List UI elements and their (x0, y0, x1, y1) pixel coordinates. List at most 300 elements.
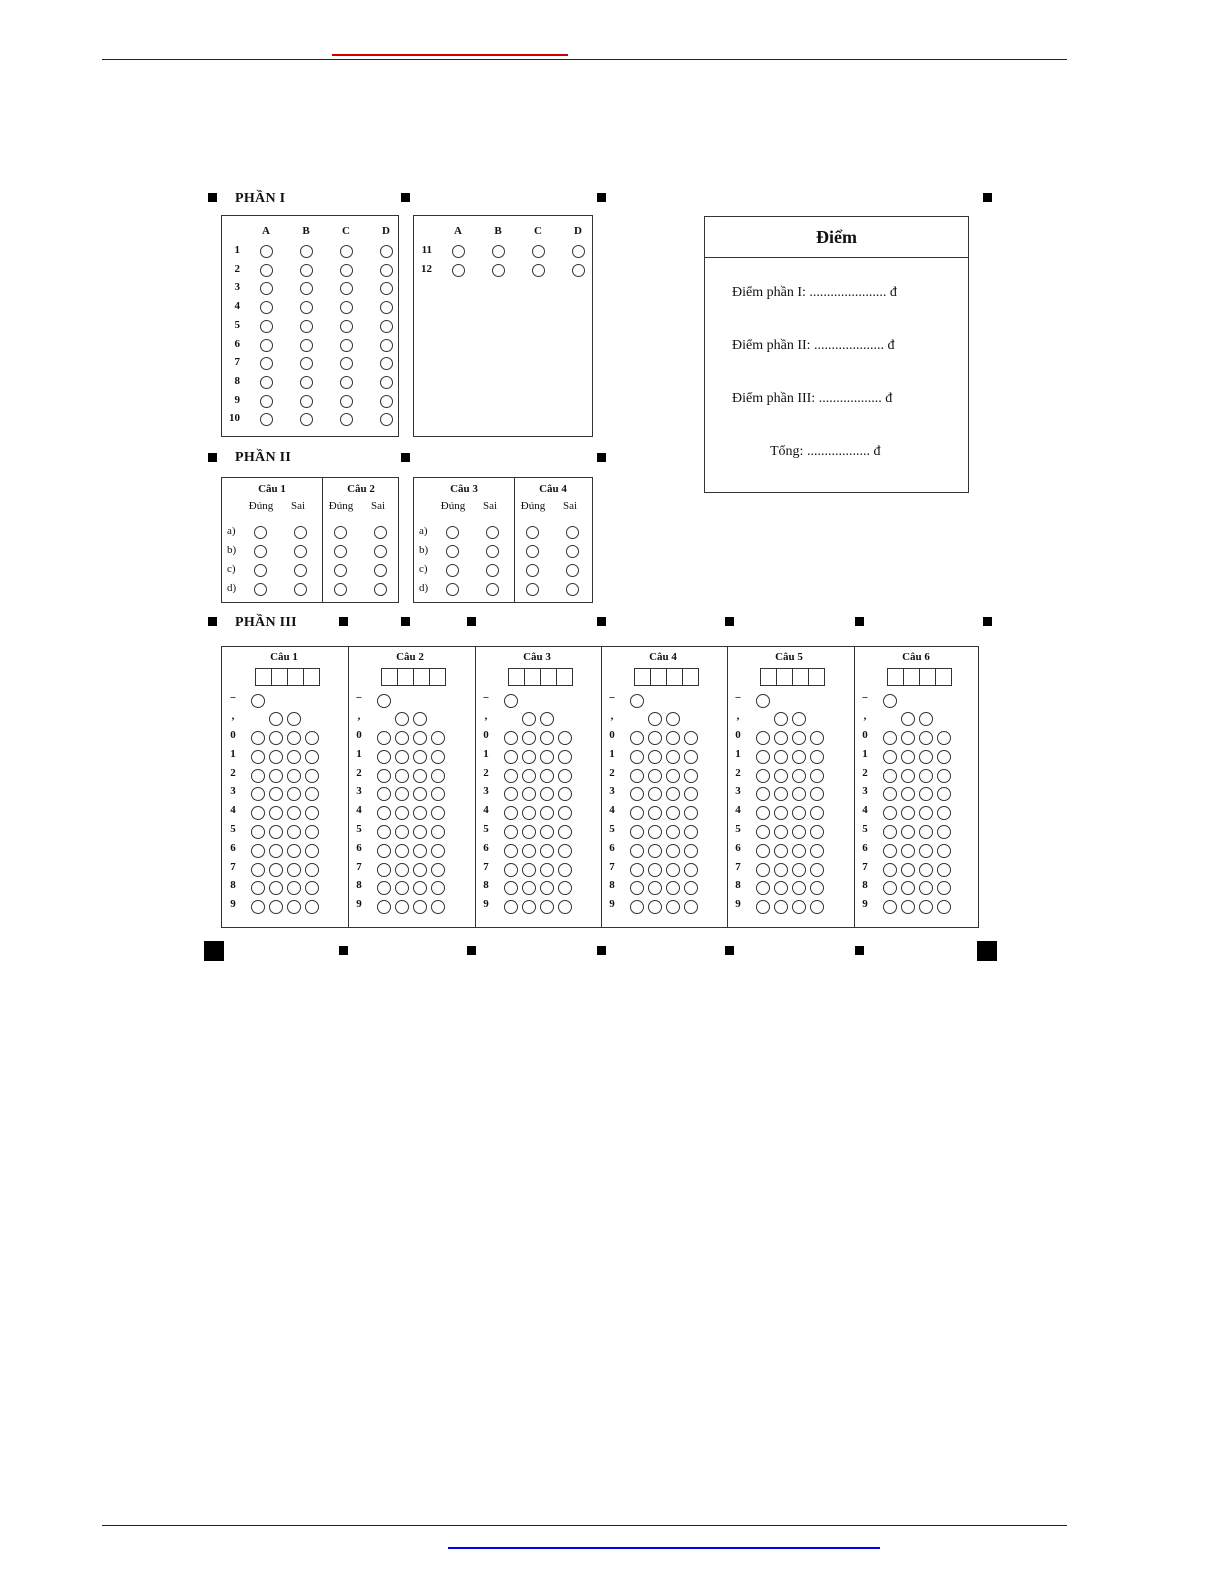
digit-bubble[interactable] (522, 881, 536, 895)
digit-entry-box[interactable] (682, 668, 699, 686)
false-bubble[interactable] (294, 545, 307, 558)
digit-bubble[interactable] (269, 825, 283, 839)
digit-bubble[interactable] (377, 881, 391, 895)
digit-bubble[interactable] (792, 750, 806, 764)
digit-bubble[interactable] (269, 769, 283, 783)
digit-bubble[interactable] (522, 900, 536, 914)
digit-bubble[interactable] (774, 881, 788, 895)
answer-bubble-a[interactable] (260, 376, 273, 389)
false-bubble[interactable] (566, 526, 579, 539)
true-bubble[interactable] (446, 545, 459, 558)
digit-bubble[interactable] (810, 769, 824, 783)
digit-bubble[interactable] (558, 750, 572, 764)
digit-bubble[interactable] (919, 863, 933, 877)
digit-bubble[interactable] (883, 844, 897, 858)
digit-bubble[interactable] (756, 806, 770, 820)
digit-bubble[interactable] (810, 787, 824, 801)
digit-bubble[interactable] (684, 769, 698, 783)
digit-bubble[interactable] (395, 844, 409, 858)
digit-bubble[interactable] (810, 825, 824, 839)
digit-bubble[interactable] (377, 844, 391, 858)
digit-bubble[interactable] (522, 731, 536, 745)
digit-bubble[interactable] (558, 806, 572, 820)
answer-bubble-c[interactable] (532, 245, 545, 258)
true-bubble[interactable] (446, 564, 459, 577)
digit-bubble[interactable] (540, 900, 554, 914)
answer-bubble-c[interactable] (340, 282, 353, 295)
minus-bubble[interactable] (883, 694, 897, 708)
digit-entry-box[interactable] (634, 668, 651, 686)
answer-bubble-a[interactable] (260, 320, 273, 333)
digit-bubble[interactable] (504, 769, 518, 783)
answer-bubble-b[interactable] (492, 245, 505, 258)
digit-bubble[interactable] (666, 787, 680, 801)
digit-bubble[interactable] (377, 900, 391, 914)
digit-bubble[interactable] (522, 750, 536, 764)
digit-bubble[interactable] (395, 769, 409, 783)
digit-bubble[interactable] (901, 844, 915, 858)
digit-bubble[interactable] (630, 844, 644, 858)
digit-bubble[interactable] (630, 825, 644, 839)
digit-bubble[interactable] (305, 769, 319, 783)
digit-bubble[interactable] (395, 750, 409, 764)
digit-bubble[interactable] (666, 806, 680, 820)
digit-bubble[interactable] (937, 881, 951, 895)
digit-bubble[interactable] (901, 825, 915, 839)
digit-bubble[interactable] (522, 825, 536, 839)
digit-bubble[interactable] (810, 731, 824, 745)
digit-bubble[interactable] (269, 731, 283, 745)
digit-bubble[interactable] (504, 731, 518, 745)
digit-bubble[interactable] (648, 806, 662, 820)
digit-bubble[interactable] (648, 863, 662, 877)
digit-bubble[interactable] (792, 806, 806, 820)
digit-bubble[interactable] (774, 731, 788, 745)
digit-bubble[interactable] (883, 750, 897, 764)
answer-bubble-c[interactable] (532, 264, 545, 277)
digit-bubble[interactable] (413, 900, 427, 914)
digit-bubble[interactable] (431, 863, 445, 877)
answer-bubble-a[interactable] (260, 395, 273, 408)
digit-bubble[interactable] (305, 750, 319, 764)
digit-bubble[interactable] (919, 900, 933, 914)
digit-bubble[interactable] (413, 806, 427, 820)
digit-bubble[interactable] (540, 769, 554, 783)
digit-bubble[interactable] (684, 881, 698, 895)
answer-bubble-a[interactable] (260, 357, 273, 370)
digit-bubble[interactable] (648, 844, 662, 858)
digit-entry-box[interactable] (287, 668, 304, 686)
comma-bubble[interactable] (413, 712, 427, 726)
digit-entry-box[interactable] (429, 668, 446, 686)
digit-bubble[interactable] (756, 825, 770, 839)
minus-bubble[interactable] (756, 694, 770, 708)
digit-bubble[interactable] (792, 787, 806, 801)
digit-bubble[interactable] (431, 769, 445, 783)
digit-bubble[interactable] (919, 825, 933, 839)
true-bubble[interactable] (334, 526, 347, 539)
digit-bubble[interactable] (648, 769, 662, 783)
digit-bubble[interactable] (395, 806, 409, 820)
digit-bubble[interactable] (684, 806, 698, 820)
comma-bubble[interactable] (540, 712, 554, 726)
digit-bubble[interactable] (540, 750, 554, 764)
digit-bubble[interactable] (522, 844, 536, 858)
digit-bubble[interactable] (756, 769, 770, 783)
digit-bubble[interactable] (431, 881, 445, 895)
digit-bubble[interactable] (522, 863, 536, 877)
answer-bubble-b[interactable] (300, 245, 313, 258)
digit-entry-box[interactable] (887, 668, 904, 686)
digit-bubble[interactable] (756, 844, 770, 858)
digit-bubble[interactable] (540, 806, 554, 820)
digit-bubble[interactable] (504, 881, 518, 895)
answer-bubble-d[interactable] (380, 301, 393, 314)
digit-bubble[interactable] (558, 769, 572, 783)
digit-bubble[interactable] (648, 787, 662, 801)
true-bubble[interactable] (446, 583, 459, 596)
false-bubble[interactable] (566, 583, 579, 596)
digit-bubble[interactable] (287, 769, 301, 783)
digit-bubble[interactable] (648, 825, 662, 839)
answer-bubble-a[interactable] (260, 413, 273, 426)
digit-bubble[interactable] (883, 731, 897, 745)
false-bubble[interactable] (486, 583, 499, 596)
digit-bubble[interactable] (395, 881, 409, 895)
digit-bubble[interactable] (251, 844, 265, 858)
digit-bubble[interactable] (919, 731, 933, 745)
digit-bubble[interactable] (883, 900, 897, 914)
digit-entry-box[interactable] (381, 668, 398, 686)
digit-bubble[interactable] (504, 806, 518, 820)
digit-bubble[interactable] (269, 806, 283, 820)
digit-bubble[interactable] (901, 769, 915, 783)
digit-entry-box[interactable] (666, 668, 683, 686)
digit-bubble[interactable] (937, 900, 951, 914)
digit-bubble[interactable] (413, 825, 427, 839)
true-bubble[interactable] (334, 545, 347, 558)
answer-bubble-c[interactable] (340, 301, 353, 314)
true-bubble[interactable] (254, 564, 267, 577)
digit-bubble[interactable] (413, 787, 427, 801)
answer-bubble-b[interactable] (300, 376, 313, 389)
digit-bubble[interactable] (774, 900, 788, 914)
false-bubble[interactable] (374, 545, 387, 558)
digit-bubble[interactable] (269, 750, 283, 764)
digit-entry-box[interactable] (935, 668, 952, 686)
digit-bubble[interactable] (810, 900, 824, 914)
digit-bubble[interactable] (792, 769, 806, 783)
digit-bubble[interactable] (558, 863, 572, 877)
digit-bubble[interactable] (901, 750, 915, 764)
digit-bubble[interactable] (305, 900, 319, 914)
false-bubble[interactable] (294, 583, 307, 596)
digit-bubble[interactable] (883, 806, 897, 820)
minus-bubble[interactable] (630, 694, 644, 708)
answer-bubble-d[interactable] (380, 395, 393, 408)
digit-bubble[interactable] (431, 750, 445, 764)
digit-bubble[interactable] (395, 787, 409, 801)
digit-bubble[interactable] (901, 731, 915, 745)
digit-bubble[interactable] (666, 731, 680, 745)
digit-bubble[interactable] (684, 863, 698, 877)
answer-entry-boxes[interactable] (256, 668, 320, 686)
digit-bubble[interactable] (540, 731, 554, 745)
digit-bubble[interactable] (792, 731, 806, 745)
false-bubble[interactable] (566, 564, 579, 577)
answer-bubble-b[interactable] (300, 357, 313, 370)
answer-bubble-a[interactable] (260, 301, 273, 314)
digit-bubble[interactable] (522, 769, 536, 783)
digit-bubble[interactable] (431, 731, 445, 745)
answer-entry-boxes[interactable] (509, 668, 573, 686)
comma-bubble[interactable] (522, 712, 536, 726)
digit-bubble[interactable] (684, 900, 698, 914)
digit-bubble[interactable] (684, 844, 698, 858)
digit-bubble[interactable] (810, 750, 824, 764)
digit-entry-box[interactable] (413, 668, 430, 686)
digit-bubble[interactable] (558, 881, 572, 895)
digit-bubble[interactable] (919, 806, 933, 820)
digit-bubble[interactable] (648, 731, 662, 745)
answer-entry-boxes[interactable] (635, 668, 699, 686)
answer-bubble-b[interactable] (492, 264, 505, 277)
digit-bubble[interactable] (269, 881, 283, 895)
digit-bubble[interactable] (540, 881, 554, 895)
digit-bubble[interactable] (413, 750, 427, 764)
answer-bubble-a[interactable] (452, 245, 465, 258)
digit-bubble[interactable] (377, 825, 391, 839)
digit-bubble[interactable] (774, 806, 788, 820)
digit-bubble[interactable] (901, 787, 915, 801)
digit-bubble[interactable] (810, 844, 824, 858)
digit-bubble[interactable] (287, 863, 301, 877)
digit-entry-box[interactable] (524, 668, 541, 686)
digit-bubble[interactable] (937, 844, 951, 858)
digit-bubble[interactable] (305, 863, 319, 877)
digit-bubble[interactable] (774, 787, 788, 801)
digit-bubble[interactable] (540, 787, 554, 801)
answer-bubble-d[interactable] (380, 413, 393, 426)
comma-bubble[interactable] (901, 712, 915, 726)
answer-bubble-d[interactable] (380, 245, 393, 258)
digit-bubble[interactable] (413, 731, 427, 745)
digit-bubble[interactable] (305, 881, 319, 895)
answer-bubble-a[interactable] (260, 339, 273, 352)
digit-bubble[interactable] (558, 731, 572, 745)
answer-bubble-d[interactable] (380, 339, 393, 352)
digit-bubble[interactable] (540, 825, 554, 839)
digit-entry-box[interactable] (903, 668, 920, 686)
digit-bubble[interactable] (774, 844, 788, 858)
answer-bubble-c[interactable] (340, 320, 353, 333)
digit-bubble[interactable] (305, 806, 319, 820)
digit-bubble[interactable] (504, 863, 518, 877)
digit-bubble[interactable] (287, 806, 301, 820)
digit-bubble[interactable] (810, 863, 824, 877)
digit-bubble[interactable] (305, 731, 319, 745)
digit-bubble[interactable] (883, 881, 897, 895)
answer-bubble-c[interactable] (340, 339, 353, 352)
answer-bubble-d[interactable] (380, 282, 393, 295)
digit-entry-box[interactable] (556, 668, 573, 686)
answer-bubble-c[interactable] (340, 264, 353, 277)
answer-bubble-c[interactable] (340, 357, 353, 370)
digit-bubble[interactable] (377, 731, 391, 745)
digit-bubble[interactable] (756, 863, 770, 877)
answer-bubble-d[interactable] (572, 264, 585, 277)
digit-bubble[interactable] (684, 731, 698, 745)
answer-entry-boxes[interactable] (761, 668, 825, 686)
digit-bubble[interactable] (666, 750, 680, 764)
digit-bubble[interactable] (684, 825, 698, 839)
digit-bubble[interactable] (251, 863, 265, 877)
digit-entry-box[interactable] (760, 668, 777, 686)
digit-bubble[interactable] (937, 863, 951, 877)
digit-bubble[interactable] (395, 863, 409, 877)
digit-bubble[interactable] (756, 731, 770, 745)
digit-bubble[interactable] (377, 863, 391, 877)
answer-bubble-b[interactable] (300, 320, 313, 333)
answer-bubble-d[interactable] (380, 376, 393, 389)
digit-bubble[interactable] (305, 844, 319, 858)
digit-bubble[interactable] (558, 825, 572, 839)
comma-bubble[interactable] (269, 712, 283, 726)
digit-bubble[interactable] (774, 825, 788, 839)
digit-bubble[interactable] (937, 731, 951, 745)
digit-bubble[interactable] (684, 787, 698, 801)
comma-bubble[interactable] (666, 712, 680, 726)
answer-bubble-b[interactable] (300, 282, 313, 295)
digit-bubble[interactable] (919, 769, 933, 783)
answer-bubble-b[interactable] (300, 395, 313, 408)
false-bubble[interactable] (486, 526, 499, 539)
digit-bubble[interactable] (883, 787, 897, 801)
true-bubble[interactable] (526, 545, 539, 558)
digit-entry-box[interactable] (508, 668, 525, 686)
comma-bubble[interactable] (792, 712, 806, 726)
digit-bubble[interactable] (919, 787, 933, 801)
digit-bubble[interactable] (413, 844, 427, 858)
digit-bubble[interactable] (883, 769, 897, 783)
digit-bubble[interactable] (648, 750, 662, 764)
digit-bubble[interactable] (901, 900, 915, 914)
digit-bubble[interactable] (558, 844, 572, 858)
digit-bubble[interactable] (251, 881, 265, 895)
digit-bubble[interactable] (937, 787, 951, 801)
digit-bubble[interactable] (287, 825, 301, 839)
answer-entry-boxes[interactable] (382, 668, 446, 686)
digit-bubble[interactable] (377, 787, 391, 801)
false-bubble[interactable] (566, 545, 579, 558)
digit-entry-box[interactable] (792, 668, 809, 686)
minus-bubble[interactable] (504, 694, 518, 708)
answer-bubble-c[interactable] (340, 413, 353, 426)
true-bubble[interactable] (334, 583, 347, 596)
digit-bubble[interactable] (269, 844, 283, 858)
digit-bubble[interactable] (901, 806, 915, 820)
digit-bubble[interactable] (666, 900, 680, 914)
digit-bubble[interactable] (919, 844, 933, 858)
false-bubble[interactable] (486, 545, 499, 558)
digit-entry-box[interactable] (776, 668, 793, 686)
digit-bubble[interactable] (287, 844, 301, 858)
digit-entry-box[interactable] (919, 668, 936, 686)
comma-bubble[interactable] (287, 712, 301, 726)
false-bubble[interactable] (374, 564, 387, 577)
answer-bubble-d[interactable] (572, 245, 585, 258)
true-bubble[interactable] (334, 564, 347, 577)
digit-bubble[interactable] (630, 731, 644, 745)
digit-bubble[interactable] (756, 750, 770, 764)
digit-bubble[interactable] (522, 787, 536, 801)
digit-bubble[interactable] (756, 900, 770, 914)
digit-bubble[interactable] (251, 825, 265, 839)
answer-bubble-b[interactable] (300, 339, 313, 352)
digit-bubble[interactable] (504, 787, 518, 801)
true-bubble[interactable] (254, 526, 267, 539)
answer-entry-boxes[interactable] (888, 668, 952, 686)
digit-bubble[interactable] (666, 769, 680, 783)
digit-entry-box[interactable] (303, 668, 320, 686)
digit-bubble[interactable] (883, 825, 897, 839)
digit-bubble[interactable] (413, 863, 427, 877)
answer-bubble-d[interactable] (380, 264, 393, 277)
true-bubble[interactable] (526, 583, 539, 596)
digit-bubble[interactable] (377, 750, 391, 764)
digit-entry-box[interactable] (808, 668, 825, 686)
digit-bubble[interactable] (901, 863, 915, 877)
digit-bubble[interactable] (431, 825, 445, 839)
digit-bubble[interactable] (395, 731, 409, 745)
digit-bubble[interactable] (395, 900, 409, 914)
answer-bubble-b[interactable] (300, 301, 313, 314)
digit-bubble[interactable] (630, 881, 644, 895)
digit-bubble[interactable] (630, 769, 644, 783)
digit-bubble[interactable] (774, 769, 788, 783)
answer-bubble-c[interactable] (340, 376, 353, 389)
comma-bubble[interactable] (919, 712, 933, 726)
answer-bubble-a[interactable] (452, 264, 465, 277)
digit-bubble[interactable] (431, 844, 445, 858)
minus-bubble[interactable] (377, 694, 391, 708)
digit-bubble[interactable] (810, 806, 824, 820)
digit-bubble[interactable] (666, 881, 680, 895)
digit-bubble[interactable] (648, 900, 662, 914)
digit-bubble[interactable] (666, 825, 680, 839)
false-bubble[interactable] (374, 526, 387, 539)
digit-bubble[interactable] (792, 881, 806, 895)
digit-bubble[interactable] (630, 806, 644, 820)
digit-bubble[interactable] (251, 769, 265, 783)
digit-bubble[interactable] (919, 750, 933, 764)
false-bubble[interactable] (294, 564, 307, 577)
comma-bubble[interactable] (774, 712, 788, 726)
answer-bubble-c[interactable] (340, 395, 353, 408)
digit-bubble[interactable] (504, 900, 518, 914)
digit-bubble[interactable] (666, 863, 680, 877)
digit-bubble[interactable] (630, 750, 644, 764)
digit-bubble[interactable] (792, 863, 806, 877)
true-bubble[interactable] (254, 545, 267, 558)
digit-bubble[interactable] (756, 881, 770, 895)
digit-bubble[interactable] (287, 731, 301, 745)
digit-bubble[interactable] (269, 900, 283, 914)
false-bubble[interactable] (486, 564, 499, 577)
digit-bubble[interactable] (305, 825, 319, 839)
digit-bubble[interactable] (431, 787, 445, 801)
digit-bubble[interactable] (251, 750, 265, 764)
